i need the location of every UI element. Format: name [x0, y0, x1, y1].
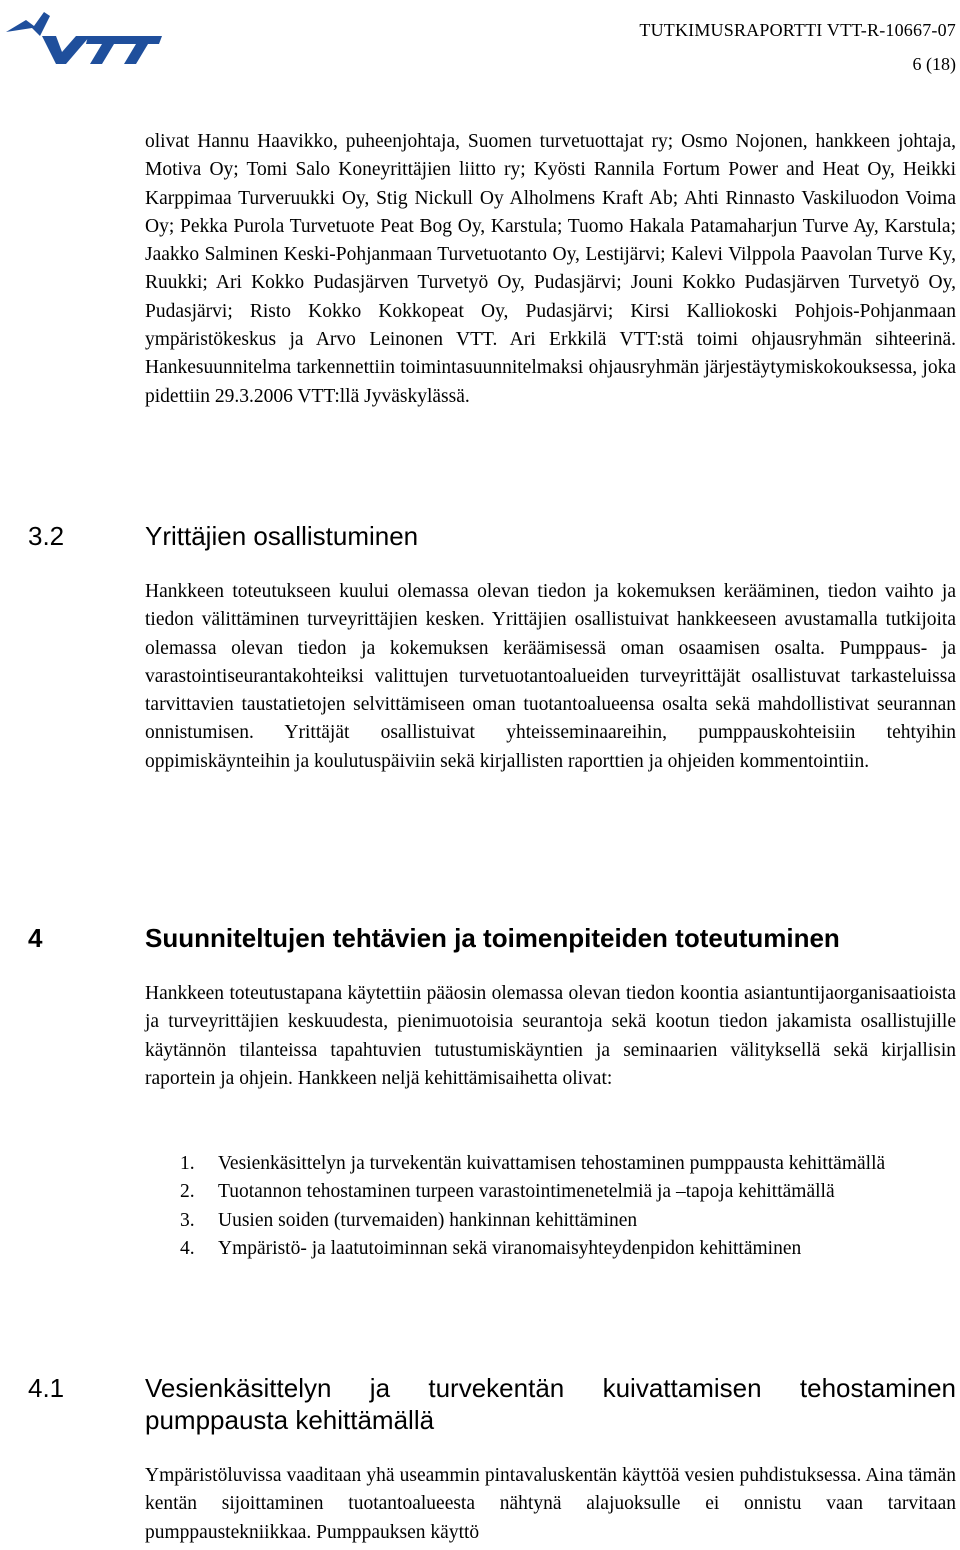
page-number: 6 (18) [912, 54, 956, 74]
section-title: Suunniteltujen tehtävien ja toimenpiteiden toteutuminen [145, 923, 840, 953]
list-item [180, 1150, 956, 1178]
list-item-number: 2. [180, 1181, 195, 1203]
section-number: 3.2 [28, 521, 65, 551]
list-item-number: 3. [180, 1209, 195, 1231]
vtt-logo [4, 6, 162, 66]
logo-bird-icon [6, 12, 50, 36]
section-number: 4 [28, 923, 43, 953]
section-heading-4-1 [0, 1372, 960, 1442]
list-item-text: Vesienkäsittelyn ja turvekentän kuivattamisen tehostaminen pumppausta kehittämällä [218, 1153, 886, 1174]
report-id: TUTKIMUSRAPORTTI VTT-R-10667-07 [639, 20, 956, 40]
development-topics-list [180, 1150, 956, 1263]
section-title: Yrittäjien osallistuminen [145, 521, 419, 551]
list-item-number: 4. [180, 1237, 195, 1259]
list-item [180, 1235, 956, 1263]
section-4-paragraph: Hankkeen toteutustapana käytettiin pääosin olemassa olevan tiedon koontia asiantuntijaorganisaatioista ja turveyrittäjien keskuudesta, pienimuotoisia seurantoja sekä kootun tiedon jakamista osallistujille käytännön tilanteissa tapahtuvien tutustumiskäyntien ja seminaarien välityksellä sekä kirjallisin raportein ja ohjein. Hankkeen neljä kehittämisaihetta olivat: [145, 983, 956, 1089]
list-item [180, 1178, 956, 1206]
section-title: Vesienkäsittelyn ja turvekentän kuivattamisen tehostaminen pumppausta kehittämällä [145, 1373, 956, 1435]
list-item-text: Tuotannon tehostaminen turpeen varastointimenetelmiä ja –tapoja kehittämällä [218, 1181, 835, 1203]
list-item-text: Ympäristö- ja laatutoiminnan sekä viranomaisyhteydenpidon kehittäminen [218, 1237, 802, 1259]
section-number: 4.1 [28, 1373, 65, 1403]
section-3-2-paragraph: Hankkeen toteutukseen kuului olemassa olevan tiedon ja kokemuksen kerääminen, tiedon vaihto ja tiedon välittäminen turveyrittäjien kesken. Yrittäjien osallistuivat hankkeeseen avustamalla tutkijoita olemassa olevan tiedon ja kokemuksen keräämisessä oman osaamisen osalta. Pumppaus- ja varastointiseurantakohteiksi valittujen turvetuotantoalueiden turveyrittäjät osallistuvat tarkasteluissa tarvittavien taustatietojen selvittämiseen oman tuotantoalueensa osalta sekä mahdollistivat seurannan onnistumisen. Yrittäjät osallistuivat yhteisseminaareihin, pumppauskohteisiin tehtyihin oppimiskäynteihin ja koulutuspäiviin sekä kirjallisten raporttien ja ohjeiden kommentointiin. [145, 581, 956, 772]
logo-letter-v [42, 36, 90, 64]
intro-paragraph: olivat Hannu Haavikko, puheenjohtaja, Suomen turvetuottajat ry; Osmo Nojonen, hankkeen johtaja, Motiva Oy; Tomi Salo Koneyrittäjien liitto ry; Kyösti Rannila Fortum Power and Heat Oy, Heikki Karppimaa Turveruukki Oy, Stig Nickull Oy Alholmens Kraft Ab; Ahti Rinnasto Vaskiluodon Voima Oy; Pekka Purola Turvetuote Peat Bog Oy, Karstula; Tuomo Hakala Patamaharjun Turve Ay, Karstula; Jaakko Salminen Keski-Pohjanmaan Turvetuotanto Oy, Lestijärvi; Kalevi Vilppola Paavolan Turve Ky, Ruukki; Ari Kokko Pudasjärven Turvetyö Oy, Pudasjärvi; Jouni Kokko Pudasjärven Turvetyö Oy, Pudasjärvi; Risto Kokko Kokkopeat Oy, Pudasjärvi; Kirsi Kalliokoski Pohjois-Pohjanmaan ympäristökeskus ja Arvo Leinonen VTT. Ari Erkkilä VTT:stä toimi ohjausryhmän sihteerinä. Hankesuunnitelma tarkennettiin toimintasuunnitelmaksi ohjausryhmän järjestäytymiskokouksessa, joka pidettiin 29.3.2006 VTT:llä Jyväskylässä. [145, 131, 956, 407]
list-item-number: 1. [180, 1153, 195, 1174]
section-4-1-paragraph: Ympäristöluvissa vaaditaan yhä useammin pintavaluskentän käyttöä vesien puhdistuksessa. Aina tämän kentän sijoittaminen tuotantoalueesta nähtynä alajuoksulle ei onnistu vaan tarvitaan pumppaustekniikkaa. Pumppauksen käyttö [145, 1465, 956, 1543]
logo-letter-t2 [120, 36, 162, 64]
list-item [180, 1207, 956, 1235]
list-item-text: Uusien soiden (turvemaiden) hankinnan kehittäminen [218, 1209, 638, 1231]
